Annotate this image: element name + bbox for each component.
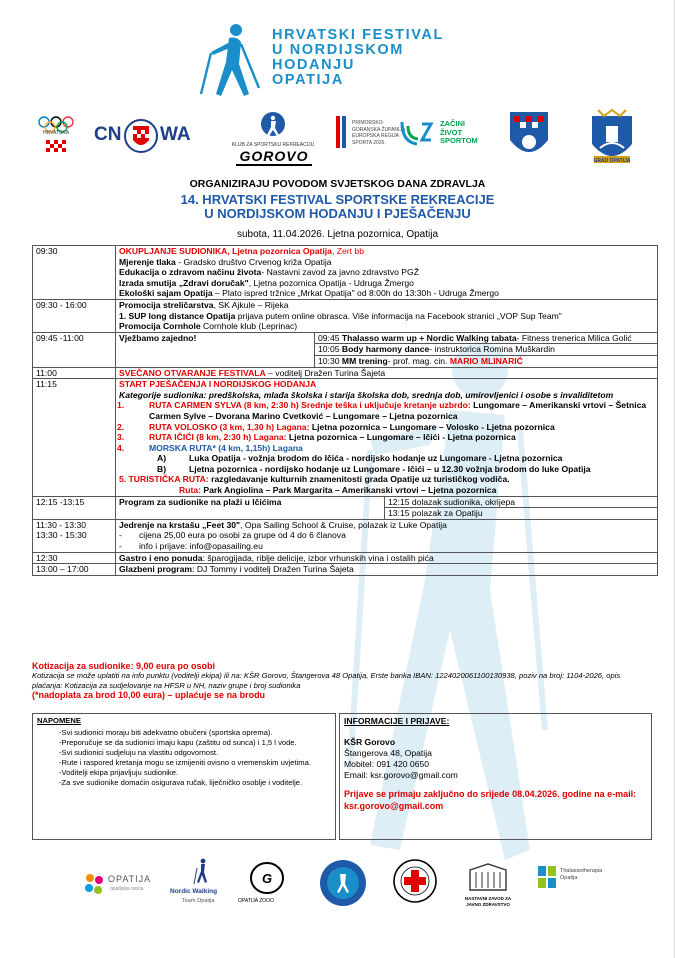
info-email[interactable]: Email: ksr.gorovo@gmail.com bbox=[344, 770, 458, 780]
note-item: -Rute i raspored kretanja mogu se izmijeniti ovisno o vremenskim uvjetima. bbox=[59, 758, 311, 767]
sea-route-option bbox=[119, 464, 654, 475]
route-path: razgledavanje kulturnih znamenitosti grada Opatije uz turističkog vodiča. bbox=[208, 474, 510, 485]
table-row bbox=[33, 246, 658, 300]
activity-name: Gastro i eno ponuda bbox=[119, 552, 203, 563]
activity-detail: : DJ Tommy i voditelj Dražen Turina Šajeta bbox=[192, 564, 354, 575]
workout-slot-list bbox=[314, 333, 657, 367]
slot-time: 09:45 bbox=[318, 332, 342, 343]
tourist-route bbox=[119, 474, 654, 485]
cnwa-logo-left: CN bbox=[94, 124, 122, 145]
route-path: Ljetna pozornica – Lungomare – Volosko - Ljetna pozornica bbox=[309, 421, 555, 432]
festival-logo-title bbox=[272, 28, 444, 88]
note-item: -Preporučuje se da sudionici imaju kapu (zaštitu od sunca) i 1,5 l vode. bbox=[59, 738, 297, 747]
dash: - bbox=[119, 530, 122, 541]
thalassotherapia-logo-icon bbox=[536, 864, 558, 892]
time-cell bbox=[33, 519, 116, 552]
gorovo-club-walker-icon bbox=[248, 110, 298, 142]
sea-route-option bbox=[119, 453, 654, 464]
pgz-line: SPORTA 2026. bbox=[352, 139, 386, 146]
workout-slot bbox=[315, 355, 658, 366]
beach-slot-list bbox=[384, 497, 657, 519]
route-number: 4. bbox=[117, 442, 125, 453]
zacini-zivot-text bbox=[440, 120, 478, 146]
sailing-contact[interactable]: info i prijave: info@opasailing.eu bbox=[139, 541, 263, 552]
route-name: RUTA CARMEN SYLVA (8 km, 2:30 h) Srednje teška i uključuje kretanje uzbrdo: bbox=[149, 400, 471, 411]
title-line: HRVATSKI FESTIVAL bbox=[272, 27, 444, 43]
route-name: RUTA VOLOSKO (3 km, 1,30 h) Lagana: bbox=[149, 421, 310, 432]
zacini-zivot-waves-icon bbox=[398, 118, 436, 148]
table-row bbox=[33, 564, 658, 576]
option-letter: A) bbox=[157, 453, 167, 464]
slot-detail: - instruktorica Romina Muškardin bbox=[429, 344, 555, 355]
table-row bbox=[33, 332, 658, 367]
route-label: Ruta: bbox=[179, 485, 201, 496]
program-table bbox=[32, 245, 658, 576]
nordic-walking-team-logo: Nordic Walking bbox=[170, 888, 218, 895]
workout-label: Vježbamo zajedno! bbox=[119, 332, 197, 343]
public-health-institute-building-icon bbox=[468, 862, 508, 892]
slot-name: MM trening bbox=[341, 355, 388, 366]
activity-detail: Cornhole klub (Leprinac) bbox=[200, 321, 298, 332]
time-cell: 09:30 bbox=[33, 246, 116, 300]
date-place: subota, 11.04.2026. Ljetna pozornica, Opatija bbox=[236, 229, 439, 240]
gathering-address: , Zert bb bbox=[331, 246, 364, 256]
sailing-price: cijena 25,00 eura po osobi za grupe od 4 do 6 članova bbox=[139, 530, 346, 541]
workout-subtable bbox=[116, 333, 657, 367]
activity-detail: , Opa Sailing School & Cruise, polazak iz Luke Opatija bbox=[240, 519, 447, 530]
fee-payment-info: Kotizacija se može uplatiti na info punktu (voditelji ekipa) ili na: KŠR Gorovo, Štangerova 48 Opatija, Erste banka IBAN: 1224020061100130938, poziv na broj: 1104-2026, opis plaćanja: Kotizacija za sudjelovanje na HFSR u NH, naziv grupe i broj sudionika bbox=[32, 671, 621, 690]
slot-time: 10:30 bbox=[318, 355, 342, 366]
beach-slots bbox=[384, 497, 657, 519]
time-cell: 12:30 bbox=[33, 552, 116, 564]
time-cell: 13:00 – 17:00 bbox=[33, 564, 116, 576]
opatija-tourism-slogan: opatijska sreća bbox=[110, 886, 144, 892]
county-crest-icon bbox=[508, 110, 550, 164]
table-row bbox=[33, 496, 658, 519]
organizers-heading: ORGANIZIRAJU POVODOM SVJETSKOG DANA ZDRAVLJA bbox=[189, 178, 486, 190]
opatija-zooo-logo-icon bbox=[248, 860, 286, 896]
opatija-crest-label: GRAD OPATIJA bbox=[593, 158, 631, 164]
activity-detail: prijava putem online obrasca. Više informacija na Facebook stranici „VOP Sup Team" bbox=[235, 310, 562, 321]
activity-cell bbox=[116, 379, 658, 497]
time-cell: 12:15 -13:15 bbox=[33, 496, 116, 519]
cnwa-shield-icon bbox=[124, 116, 158, 156]
opening-title: SVEČANO OTVARANJE FESTIVALA bbox=[119, 367, 266, 378]
activity-detail: , Ljetna pozornica Opatija - Udruga Žmergo bbox=[248, 277, 414, 288]
slot-name: Body harmony dance bbox=[341, 344, 430, 355]
info-org: KŠR Gorovo bbox=[344, 737, 396, 747]
public-health-institute-label bbox=[458, 896, 518, 907]
option-path: Ljetna pozornica - nordijsko hodanje uz Lungomare - Ičići – u 12.30 vožnja brodom do luke Opatija bbox=[189, 463, 591, 474]
pgz-line: EUROPSKA REGIJA bbox=[352, 133, 399, 139]
route-number: 2. bbox=[117, 421, 125, 432]
time-line: 11:30 - 13:30 bbox=[36, 519, 87, 530]
time-line: 13:30 - 15:30 bbox=[36, 530, 87, 541]
activity-cell bbox=[116, 299, 658, 332]
table-row bbox=[33, 299, 658, 332]
option-letter: B) bbox=[157, 463, 167, 474]
svg-text:G: G bbox=[261, 871, 273, 886]
route-name: MORSKA RUTA* (4 km, 1,15h) Lagana bbox=[149, 442, 303, 453]
dash: - bbox=[119, 541, 122, 552]
route-number: 3. bbox=[117, 432, 125, 443]
sponsor-logos-row bbox=[30, 108, 650, 174]
sport-recreation-federation-icon bbox=[318, 858, 368, 908]
time-cell: 11:00 bbox=[33, 367, 116, 379]
option-path: Luka Opatija - vožnja brodom do Ičića - nordijsko hodanje uz Lungomare - Ljetna pozornica bbox=[189, 453, 563, 464]
time-cell: 11:15 bbox=[33, 379, 116, 497]
gorovo-club-caption: KLUB ZA SPORTSKU REKREACIJU bbox=[231, 142, 315, 148]
festival-logo-walker-icon bbox=[195, 22, 265, 102]
red-cross-logo-icon bbox=[392, 858, 438, 904]
table-row bbox=[33, 379, 658, 497]
festival-heading-line: U NORDIJSKOM HODANJU I PJEŠAČENJU bbox=[204, 206, 471, 221]
tourist-route-path bbox=[119, 485, 654, 496]
route-path: Ljetna pozornica – Lungomare – Ičići - Ljetna pozornica bbox=[286, 432, 516, 443]
nzjz-line: NASTAVNI ZAVOD ZA bbox=[464, 896, 512, 901]
route-item bbox=[119, 400, 654, 421]
activity-detail: - Nastavni zavod za javno zdravstvo PGŽ bbox=[261, 267, 419, 278]
activity-cell bbox=[116, 552, 658, 564]
participant-categories: Kategorije sudionika: predškolska, mlađa školska i starija školska dob, srednja dob, umirovljenici i osobe s invaliditetom bbox=[119, 389, 614, 400]
table-row bbox=[33, 367, 658, 379]
zz-line: SPORTOM bbox=[440, 136, 478, 145]
activity-name: Promocija streličarstva bbox=[119, 299, 214, 310]
pgz-line: PRIMORSKO- bbox=[352, 120, 385, 126]
zz-line: ZAČINI bbox=[440, 119, 465, 128]
walk-start-title: START PJEŠAČENJA I NORDIJSKOG HODANJA bbox=[119, 379, 317, 390]
route-item bbox=[119, 422, 654, 433]
notes-title: NAPOMENE bbox=[37, 716, 81, 725]
activity-cell bbox=[116, 246, 658, 300]
slot-detail: - Fitness trenerica Milica Golić bbox=[516, 332, 632, 343]
gathering-title: OKUPLJANJE SUDIONIKA, Ljetna pozornica Opatija bbox=[119, 246, 332, 256]
route-name: RUTA IČIĆI (8 km, 2:30 h) Lagana: bbox=[149, 432, 287, 443]
workout-slot bbox=[315, 344, 658, 356]
title-line: U NORDIJSKOM bbox=[272, 42, 404, 58]
festival-heading bbox=[0, 193, 675, 221]
route-name: 5. TURISTIČKA RUTA: bbox=[119, 474, 209, 485]
beach-slot: 12:15 dolazak sudionika, okrijepa bbox=[385, 497, 658, 508]
slot-time: 10:05 bbox=[318, 344, 342, 355]
note-item: -Za sve sudionike domaćin osigurava ručak, liječničko osoblje i voditelje. bbox=[59, 778, 303, 787]
footer-logos-row bbox=[70, 858, 630, 918]
activity-cell bbox=[116, 496, 658, 519]
route-item bbox=[119, 443, 654, 454]
activity-name: Mjerenje tlaka bbox=[119, 256, 176, 267]
opatija-tourism-logo: OPATIJA bbox=[108, 874, 152, 884]
nordic-walking-team-sub: Team Opatija bbox=[182, 898, 215, 904]
pgz-line: GORANSKA ŽUPANIJA bbox=[352, 126, 406, 133]
activity-name: Ekološki sajam Opatija bbox=[119, 288, 213, 299]
beach-subtable bbox=[116, 497, 657, 519]
thal-line: Thalassotherapia bbox=[560, 868, 603, 874]
activity-name: 1. SUP long distance Opatija bbox=[119, 310, 236, 321]
beach-program-label: Program za sudionike na plaži u Ičićima bbox=[119, 496, 282, 507]
sailing-detail bbox=[119, 530, 654, 541]
activity-detail: : šparogijada, riblje delicije, izbor vrhunskih vina i ostalih pića bbox=[202, 552, 434, 563]
route-number: 1. bbox=[117, 400, 125, 411]
opening-host: – voditelj Dražen Turina Šajeta bbox=[265, 367, 386, 378]
activity-name: Promocija Cornhole bbox=[119, 321, 201, 332]
route-item bbox=[119, 432, 654, 443]
slot-name: Thalasso warm up + Nordic Walking tabata bbox=[341, 332, 517, 343]
activity-detail: , SK Ajkule – Rijeka bbox=[213, 299, 289, 310]
opatija-zooo-label: OPATIJA ZOOO bbox=[238, 898, 274, 904]
cnwa-logo-right: WA bbox=[160, 124, 191, 145]
table-row bbox=[33, 552, 658, 564]
info-box bbox=[339, 713, 652, 840]
route-path: Lungomare – Amerikanski vrtovi – Šetnica Carmen Sylve – Dvorana Marino Cvetković – Lungomare – Ljetna pozornica bbox=[149, 400, 647, 421]
festival-heading-line: 14. HRVATSKI FESTIVAL SPORTSKE REKREACIJE bbox=[180, 192, 495, 207]
notes-box bbox=[32, 713, 336, 840]
notes-list bbox=[59, 728, 331, 788]
time-cell: 09:30 - 16:00 bbox=[33, 299, 116, 332]
opatija-tourism-dots-icon bbox=[82, 872, 106, 896]
info-address: Štangerova 48, Opatija bbox=[344, 748, 432, 758]
time-cell: 09:45 -11:00 bbox=[33, 332, 116, 367]
zz-line: ŽIVOT bbox=[440, 127, 463, 137]
note-item: -Svi sudionici sudjeluju na vlastitu odgovornost. bbox=[59, 748, 219, 757]
note-item: -Voditelji ekipa prijavljuju sudionike. bbox=[59, 768, 179, 777]
thal-line: Opatija bbox=[560, 875, 578, 881]
activity-name: Glazbeni program bbox=[119, 564, 193, 575]
activity-name: Jedrenje na krstašu „Feet 30" bbox=[119, 519, 241, 530]
title-line: OPATIJA bbox=[272, 72, 344, 88]
info-phone: Mobitel: 091 420 0650 bbox=[344, 759, 430, 769]
activity-cell bbox=[116, 332, 658, 367]
activity-detail: - Gradsko društvo Crvenog križa Opatija bbox=[175, 256, 332, 267]
slot-detail: - prof. mag. cin. bbox=[387, 355, 450, 366]
workout-slots bbox=[314, 333, 657, 367]
nzjz-line: JAVNO ZDRAVSTVO bbox=[466, 901, 510, 907]
hoo-label: HRVATSKA bbox=[42, 130, 70, 136]
note-item: -Svi sudionici moraju biti adekvatno obučeni (sportska oprema). bbox=[59, 728, 273, 737]
gorovo-club-name: GOROVO bbox=[236, 148, 312, 166]
registration-deadline: Prijave se primaju zaključno do srijede 08.04.2026. godine na e-mail: ksr.gorovo@gmail.com bbox=[344, 789, 637, 811]
activity-cell bbox=[116, 367, 658, 379]
info-title: INFORMACIJE I PRIJAVE: bbox=[344, 716, 450, 726]
sailing-detail bbox=[119, 541, 654, 552]
workout-slot bbox=[315, 333, 658, 344]
pgz-bar-icon bbox=[336, 116, 348, 148]
activity-cell bbox=[116, 564, 658, 576]
title-line: HODANJU bbox=[272, 57, 355, 73]
activity-cell bbox=[116, 519, 658, 552]
activity-detail: – Plato ispred tržnice „Mrkat Opatija" od 8:00h do 13:30h - Udruga Žmergo bbox=[212, 288, 499, 299]
thalassotherapia-label bbox=[560, 868, 602, 882]
boat-surcharge: (*nadoplata za brod 10,00 eura) – uplaćuje se na brodu bbox=[32, 690, 266, 701]
activity-name: Edukacija o zdravom načinu života bbox=[119, 267, 262, 278]
beach-slot: 13:15 polazak za Opatiju bbox=[385, 508, 658, 519]
slot-trainer: MARIO MLINARIĆ bbox=[449, 355, 523, 366]
route-path: Park Angiolina – Park Margarita – Amerikanski vrtovi – Ljetna pozornica bbox=[200, 485, 497, 496]
nordic-walking-team-icon bbox=[192, 858, 212, 886]
fee-amount: Kotizacija za sudionike: 9,00 eura po osobi bbox=[32, 661, 216, 671]
table-row bbox=[33, 519, 658, 552]
fees-section bbox=[32, 661, 652, 701]
activity-name: Izrada smutija „Zdravi doručak" bbox=[119, 277, 249, 288]
